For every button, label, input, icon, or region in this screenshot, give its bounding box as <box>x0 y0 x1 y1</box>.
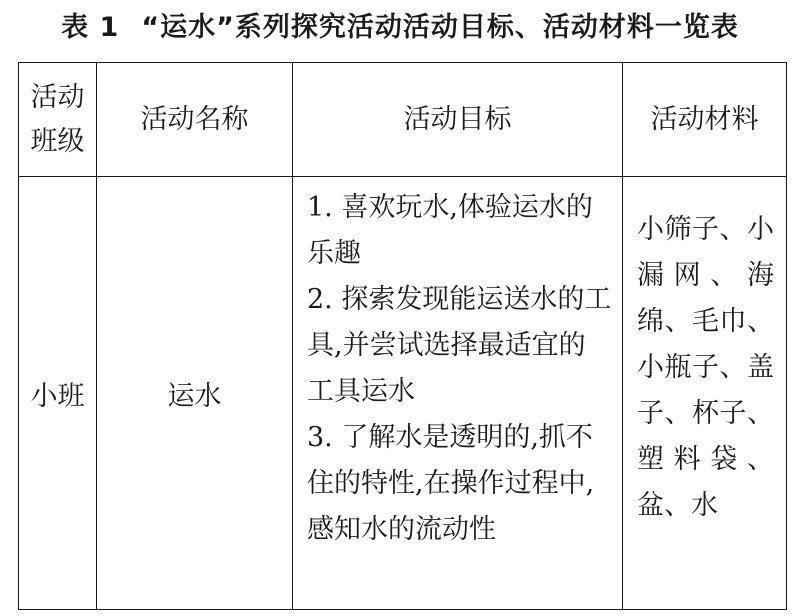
table-title: “运水”系列探究活动活动目标、活动材料一览表 <box>141 12 739 43</box>
activity-goals-cell <box>293 177 623 610</box>
goal-item-2: 2. 探索发现能运送水的工具,并尝试选择最适宜的工具运水 <box>307 284 612 407</box>
activity-name-cell: 运水 <box>97 177 293 610</box>
header-activity-name: 活动名称 <box>97 63 293 177</box>
header-activity-class <box>19 63 97 177</box>
activity-table <box>18 62 787 610</box>
table-caption <box>0 6 800 50</box>
activity-materials-cell: 小筛子、小漏网、海绵、毛巾、小瓶子、盖子、杯子、塑料袋、盆、水 <box>623 177 787 610</box>
header-activity-class-line1: 活动 <box>30 81 85 113</box>
header-activity-materials: 活动材料 <box>623 63 787 177</box>
goal-item-3: 3. 了解水是透明的,抓不住的特性,在操作过程中,感知水的流动性 <box>307 422 595 545</box>
activity-class-cell: 小班 <box>19 177 97 610</box>
header-activity-class-line2: 班级 <box>30 125 85 157</box>
goal-item-1: 1. 喜欢玩水,体验运水的乐趣 <box>307 192 593 269</box>
table-row <box>19 177 787 610</box>
header-activity-goals: 活动目标 <box>293 63 623 177</box>
table-number: 表 1 <box>61 12 120 43</box>
table-header-row <box>19 63 787 177</box>
